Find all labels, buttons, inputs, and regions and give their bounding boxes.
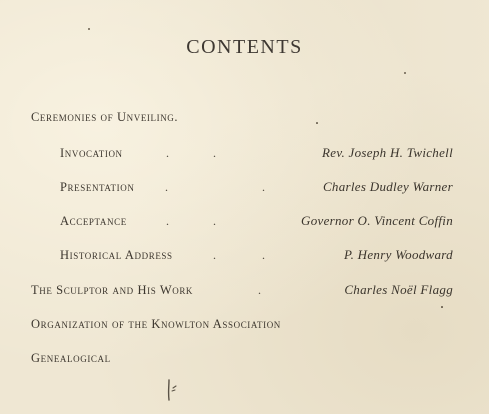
entry-presentation-label: Presentation — [60, 180, 135, 194]
leader-dot: . — [262, 180, 265, 194]
entry-invocation-label: Invocation — [60, 146, 123, 160]
paper-speck — [88, 28, 90, 30]
entry-historical-address-label: Historical Address — [60, 248, 173, 262]
entry-sculptor-label: The Sculptor and His Work — [31, 283, 194, 297]
leader-dot: . — [166, 146, 169, 160]
leader-dot: . — [213, 146, 216, 160]
paper-speck — [404, 72, 406, 74]
section-ceremonies: Ceremonies of Unveiling. — [31, 110, 179, 124]
leader-dot: . — [258, 283, 261, 297]
entry-historical-address-author: P. Henry Woodward — [344, 247, 453, 262]
entry-organization-label: Organization of the Knowlton Association — [31, 317, 281, 331]
entry-genealogical-label: Genealogical — [31, 351, 111, 365]
leader-dot: . — [165, 180, 168, 194]
stray-pencil-mark — [166, 378, 180, 406]
entry-sculptor-author: Charles Noël Flagg — [344, 282, 453, 297]
entry-presentation-author: Charles Dudley Warner — [322, 179, 453, 194]
entry-acceptance-author: Governor O. Vincent Coffin — [301, 213, 453, 228]
leader-dot: . — [213, 248, 216, 262]
contents-heading: CONTENTS — [186, 36, 303, 58]
leader-dot: . — [262, 248, 265, 262]
leader-dot: . — [213, 214, 216, 228]
entry-invocation-author: Rev. Joseph H. Twichell — [322, 145, 453, 160]
paper-speck — [441, 306, 443, 308]
paper-speck — [316, 122, 318, 124]
leader-dot: . — [166, 214, 169, 228]
entry-acceptance-label: Acceptance — [60, 214, 127, 228]
